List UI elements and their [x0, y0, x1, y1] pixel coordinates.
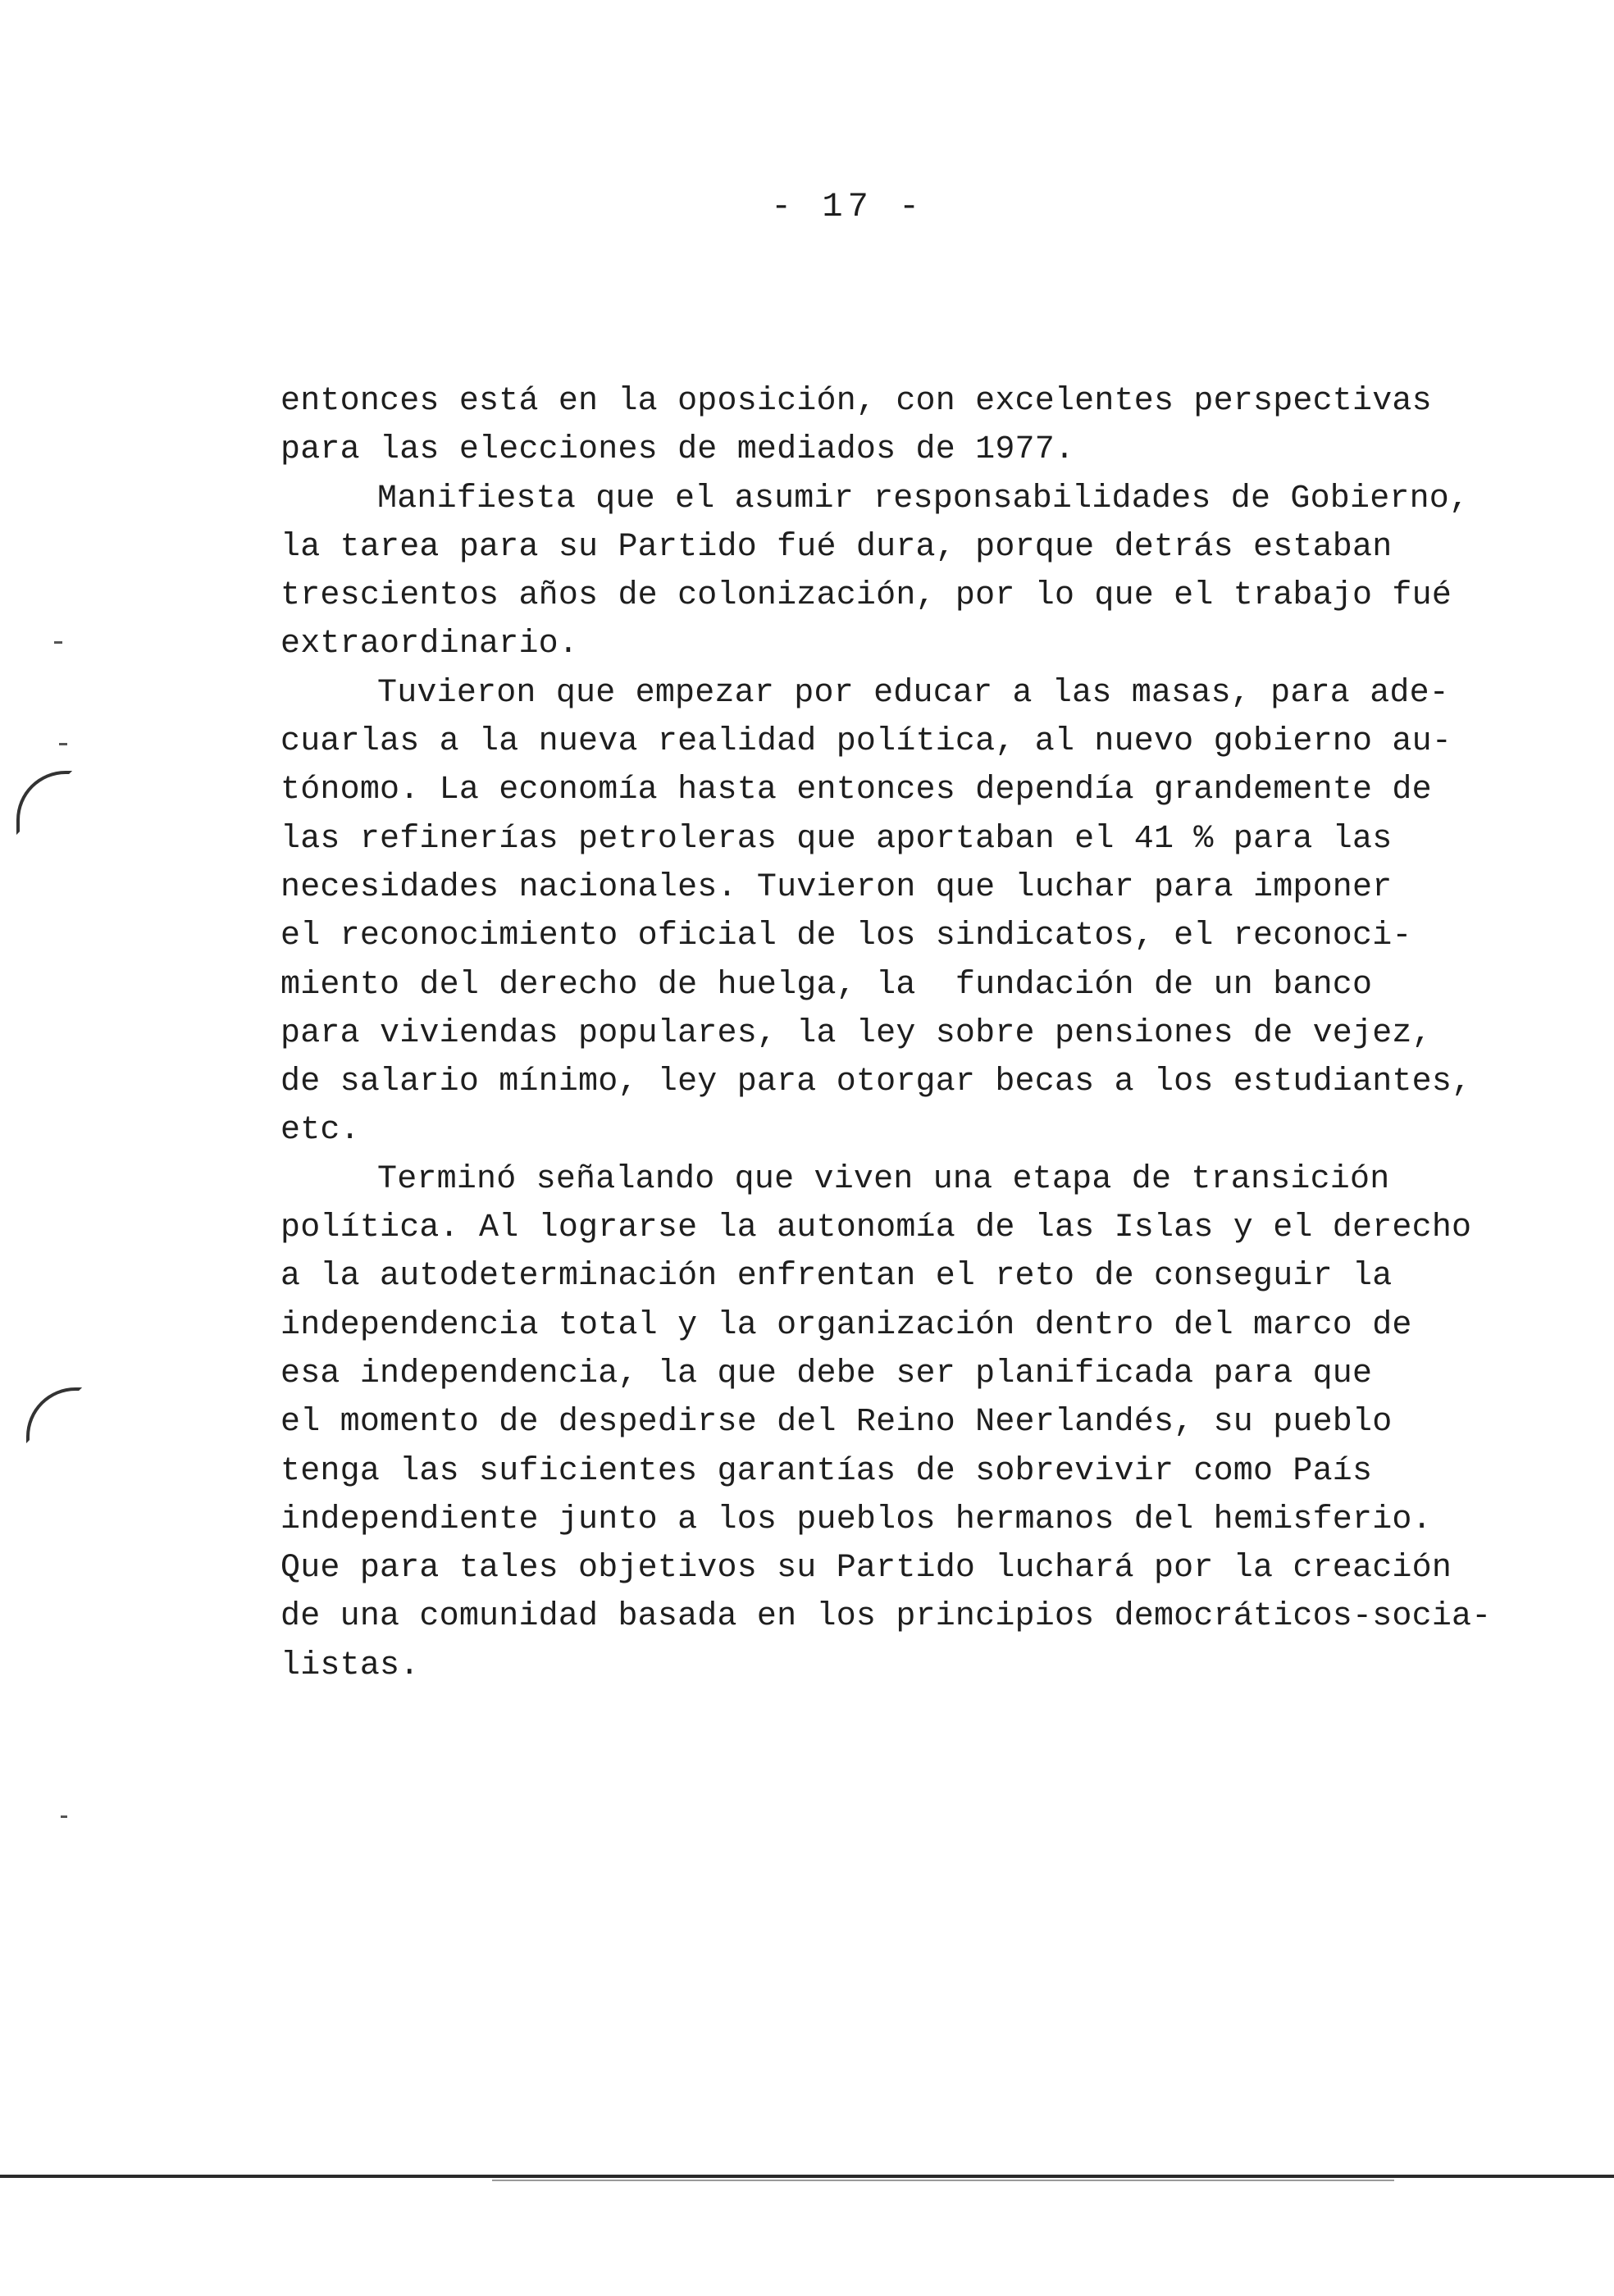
text-line: miento del derecho de huelga, la fundación de un banco: [280, 966, 1373, 1004]
text-line: esa independencia, la que debe ser planificada para que: [280, 1355, 1373, 1392]
binder-hole-arc: [26, 1387, 82, 1443]
margin-tick: [61, 1815, 67, 1818]
bottom-rule: [0, 2175, 1614, 2178]
text-line: Tuvieron que empezar por educar a las masas, para ade-: [377, 674, 1450, 712]
binder-hole-arc: [16, 771, 72, 835]
text-line: entonces está en la oposición, con excelentes perspectivas: [280, 383, 1432, 420]
body-text: [280, 377, 1492, 1690]
page-number: - 17 -: [771, 187, 925, 226]
text-line: de salario mínimo, ley para otorgar becas a los estudiantes,: [280, 1064, 1472, 1101]
text-line: política. Al lograrse la autonomía de las Islas y el derecho: [280, 1210, 1472, 1247]
text-line: necesidades nacionales. Tuvieron que luchar para imponer: [280, 868, 1393, 906]
text-line: las refinerías petroleras que aportaban el 41 % para las: [280, 820, 1393, 858]
text-line: para viviendas populares, la ley sobre pensiones de vejez,: [280, 1014, 1432, 1052]
text-line: extraordinario.: [280, 626, 579, 663]
text-line: trescientos años de colonización, por lo que el trabajo fué: [280, 577, 1452, 615]
text-line: para las elecciones de mediados de 1977.: [280, 431, 1075, 469]
text-line: la tarea para su Partido fué dura, porque detrás estaban: [280, 528, 1393, 566]
text-line: independencia total y la organización dentro del marco de: [280, 1306, 1412, 1344]
text-line: el reconocimiento oficial de los sindicatos, el reconoci-: [280, 918, 1412, 955]
text-line: Terminó señalando que viven una etapa de transición: [377, 1160, 1390, 1198]
text-line: Que para tales objetivos su Partido luchará por la creación: [280, 1550, 1452, 1588]
text-line: el momento de despedirse del Reino Neerlandés, su pueblo: [280, 1404, 1393, 1442]
text-line: de una comunidad basada en los principios democráticos-socia-: [280, 1598, 1492, 1636]
margin-tick: [59, 743, 67, 745]
text-line: tenga las suficientes garantías de sobrevivir como País: [280, 1452, 1373, 1490]
bottom-rule-shadow: [492, 2180, 1394, 2181]
text-line: independiente junto a los pueblos hermanos del hemisferio.: [280, 1501, 1432, 1538]
text-line: tónomo. La economía hasta entonces dependía grandemente de: [280, 772, 1432, 809]
margin-tick: [54, 641, 62, 644]
text-line: cuarlas a la nueva realidad política, al nuevo gobierno au-: [280, 723, 1452, 761]
text-line: Manifiesta que el asumir responsabilidades de Gobierno,: [377, 480, 1470, 517]
text-line: etc.: [280, 1112, 360, 1150]
text-line: listas.: [280, 1647, 420, 1684]
text-line: a la autodeterminación enfrentan el reto de conseguir la: [280, 1258, 1393, 1296]
